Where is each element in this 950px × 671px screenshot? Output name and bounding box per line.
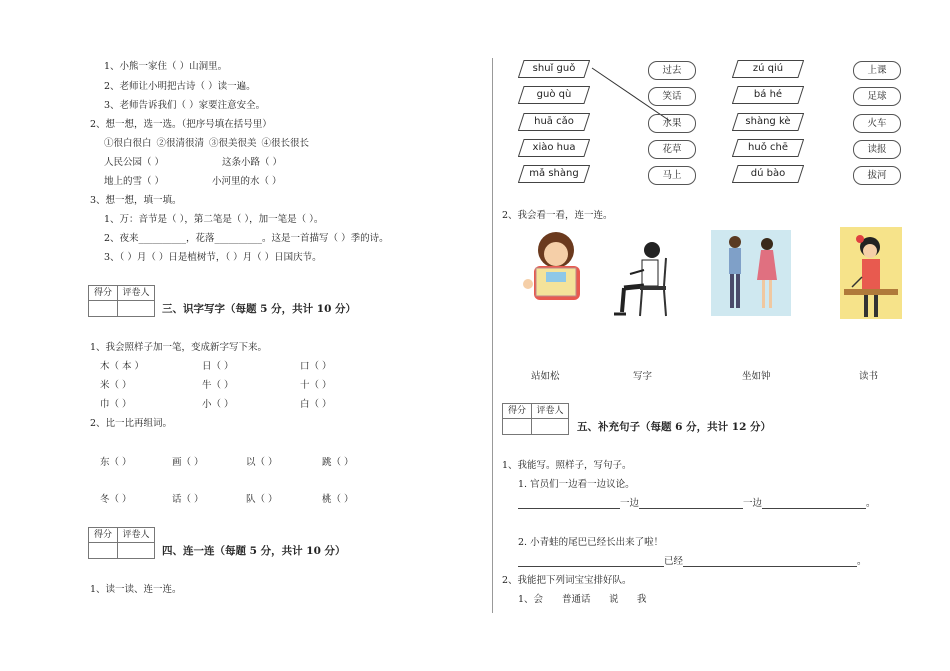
compare-cell: 话（ ） [172,494,204,505]
fill-sentence-2 [518,553,867,567]
fill-word: 一边 [620,498,640,509]
question-heading: 1、读一读、连一连。 [90,584,182,595]
question-heading: 2、我会看一看，连一连。 [502,210,613,221]
compare-cell: 以（ ） [246,457,278,468]
blank-line[interactable] [518,498,620,509]
grader-label: 评卷人 [532,404,568,419]
word-card: 笑话 [648,87,696,106]
fill-word: 已经 [664,556,684,567]
score-box [88,285,155,317]
score-box [502,403,569,435]
word-order-item: 普通话 [562,594,591,605]
word-card: 火车 [853,114,901,133]
section-4-title: 四、连一连（每题 5 分，共计 10 分） [162,545,346,557]
pinyin-card [732,139,804,157]
char-cell: 巾（ ） [100,399,132,410]
score-box [88,527,155,559]
grader-label: 评卷人 [118,286,154,301]
pinyin-text: zú qiú [752,63,784,74]
char-cell: 小（ ） [202,399,234,410]
word-order-item: 我 [637,594,647,605]
compare-cell: 画（ ） [172,457,204,468]
word-card: 足球 [853,87,901,106]
pinyin-card [518,60,590,78]
question-line: 1、万：音节是（ ），第二笔是（ ），加一笔是（ ）。 [104,214,324,225]
pinyin-card [732,60,804,78]
pinyin-text: xiào hua [532,142,576,153]
blank-line[interactable] [683,556,857,567]
compare-cell: 队（ ） [246,494,278,505]
word-card: 花草 [648,140,696,159]
word-card: 上课 [853,61,901,80]
pinyin-text: bá hé [753,89,783,100]
fill-sentence-1 [518,495,876,509]
char-cell: 米（ ） [100,380,132,391]
word-card: 马上 [648,166,696,185]
question-heading: 2、我能把下列词宝宝排好队。 [502,575,632,586]
pinyin-card [518,86,590,104]
picture-label: 坐如钟 [742,371,771,382]
char-cell: 日（ ） [202,361,234,372]
children-standing-picture [711,230,791,316]
question-heading: 3、想一想，填一填。 [90,195,182,206]
pinyin-text: guò qù [536,89,572,100]
compare-cell: 东（ ） [100,457,132,468]
fill-word: 一边 [743,498,763,509]
girl-writing-picture [840,227,902,319]
question-line: 3、（ ）月（ ）日是植树节，（ ）月（ ）日国庆节。 [104,252,322,263]
question-heading: 1、我会照样子加一笔，变成新字写下来。 [90,342,268,353]
compare-cell: 冬（ ） [100,494,132,505]
question-line: 1、小熊一家住（ ）山洞里。 [104,61,228,72]
section-5-title: 五、补充句子（每题 6 分，共计 12 分） [577,421,772,433]
compare-cell: 跳（ ） [322,457,354,468]
grader-label: 评卷人 [118,528,154,543]
blank-line[interactable] [762,498,866,509]
picture-label: 站如松 [531,371,560,382]
pair-b: 这条小路（ ） [222,157,283,168]
example-sentence: 1. 官员们一边看一边议论。 [518,479,635,490]
pinyin-card [518,165,590,183]
blank-line[interactable] [518,556,664,567]
char-cell: 牛（ ） [202,380,234,391]
compare-cell: 桃（ ） [322,494,354,505]
pinyin-text: mǎ shàng [529,168,579,179]
picture-label: 读书 [859,371,879,382]
char-cell: 十（ ） [300,380,332,391]
pinyin-card [732,113,804,131]
question-heading: 2、比一比再组词。 [90,418,173,429]
page-divider [492,58,493,613]
pinyin-text: shuǐ guǒ [532,63,576,74]
pinyin-text: huā cǎo [534,116,574,127]
pinyin-text: shàng kè [745,116,791,127]
char-cell: 口（ ） [300,361,332,372]
word-card: 水果 [648,114,696,133]
pair-b: 小河里的水（ ） [212,176,282,187]
question-heading: 1、我能写。照样子，写句子。 [502,460,632,471]
example-sentence: 2. 小青蛙的尾巴已经长出来了啦！ [518,537,664,548]
section-3-title: 三、识字写字（每题 5 分，共计 10 分） [162,303,357,315]
options-line: ①很白很白 ②很清很清 ③很美很美 ④很长很长 [104,138,310,149]
char-cell: 白（ ） [300,399,332,410]
score-label: 得分 [89,528,117,543]
girl-reading-picture [516,228,592,302]
char-cell: 木（ 本 ） [100,361,145,372]
blank-line[interactable] [639,498,743,509]
pinyin-card [518,139,590,157]
score-label: 得分 [503,404,531,419]
pinyin-card [732,86,804,104]
score-label: 得分 [89,286,117,301]
question-line: 3、老师告诉我们（ ）家要注意安全。 [104,100,266,111]
word-order-item: 说 [609,594,619,605]
word-order-item: 1、会 [518,594,544,605]
word-card: 过去 [648,61,696,80]
pinyin-card [732,165,804,183]
fill-punct: 。 [857,556,867,567]
picture-label: 写字 [633,371,653,382]
word-card: 读报 [853,140,901,159]
question-line: 2、老师让小明把古诗（ ）读一遍。 [104,81,256,92]
pinyin-card [518,113,590,131]
word-card: 拔河 [853,166,901,185]
fill-punct: 。 [866,498,876,509]
pair-a: 地上的雪（ ） [104,176,165,187]
pair-a: 人民公园（ ） [104,157,165,168]
boy-sitting-picture [600,238,676,318]
pinyin-text: huǒ chē [748,142,788,153]
pinyin-text: dú bào [750,168,786,179]
question-heading: 2、想一想，选一选。（把序号填在括号里） [90,119,272,130]
question-line: 2、夜来__________，花落__________。这是一首描写（ ）季的诗。 [104,233,389,244]
